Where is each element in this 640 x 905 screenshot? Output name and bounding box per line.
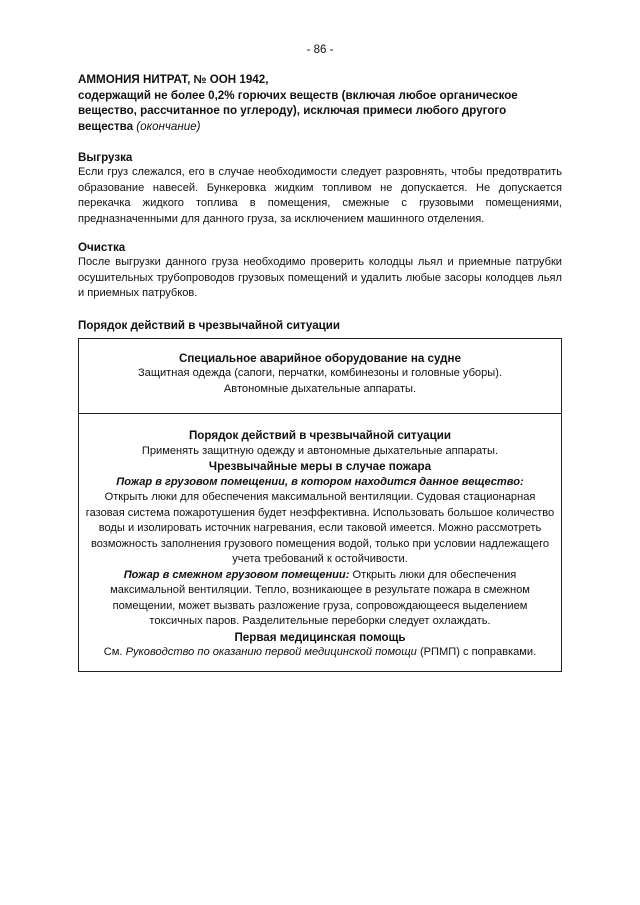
- emergency-section: [78, 318, 562, 672]
- fire-adjacent-paragraph: [85, 568, 555, 630]
- first-aid-prefix: См.: [103, 646, 123, 658]
- cleaning-text: После выгрузки данного груза необходимо проверить колодцы льял и приемные патрубки осушительных трубопроводов грузовых помещений и удалить любые засоры колодцев льял и приемных патрубков.: [78, 256, 562, 299]
- fire-adjacent-title: Пожар в смежном грузовом помещении:: [123, 568, 350, 581]
- first-aid-suffix: (РПМП) с поправками.: [419, 646, 537, 658]
- emergency-heading: Порядок действий в чрезвычайной ситуации: [78, 318, 341, 332]
- first-aid-guide: Руководство по оказанию первой медицинской помощи: [125, 646, 417, 658]
- document-title: [78, 72, 562, 134]
- page-number: - 86 -: [306, 44, 334, 56]
- title-description: содержащий не более 0,2% горючих веществ (включая любое органическое вещество, рассчитанное по углероду), исключая примеси любого другого вещества: [78, 88, 518, 133]
- unloading-section: [78, 150, 562, 227]
- fire-cargo-space-label: Пожар в грузовом помещении, в котором находится данное вещество:: [116, 475, 524, 488]
- cleaning-heading: Очистка: [78, 241, 126, 254]
- unloading-text: Если груз слежался, его в случае необходимости следует разровнять, чтобы предотвратить образование навесей. Бункеровка жидким топливом не допускается. Не допускается перекачка жидкого топлива в помещения, смежные с грузовыми помещениями, предназначенными для данного груза, за исключением машинного отделения.: [78, 166, 562, 225]
- procedures-text: Применять защитную одежду и автономные дыхательные аппараты.: [141, 444, 499, 457]
- unloading-heading: Выгрузка: [78, 151, 133, 164]
- fire-cargo-space-text: Открыть люки для обеспечения максимальной вентиляции. Судовая стационарная газовая система пожаротушения будет неэффективна. Использовать большое количество воды и изолировать источник нагревания, если таковой имеется. Можно рассмотреть возможность заполнения грузового помещения водой, только при условии надлежащего учета требований к остойчивости.: [85, 491, 555, 565]
- fire-cargo-space-title: [85, 475, 555, 491]
- procedures-heading: Порядок действий в чрезвычайной ситуации: [188, 429, 452, 442]
- page-content: [78, 72, 562, 672]
- procedures-block: [79, 414, 561, 671]
- equipment-heading: Специальное аварийное оборудование на судне: [179, 351, 461, 365]
- emergency-box: [78, 338, 562, 672]
- fire-adjacent-text: Открыть люки для обеспечения максимальной вентиляции. Тепло, возникающее в результате пожара в смежном помещении, может вызвать разложение груза, сопровождающееся выделением токсичных паров. Разделительные переборки следует охлаждать.: [110, 568, 530, 627]
- cleaning-section: [78, 240, 562, 302]
- equipment-line-1: Защитная одежда (сапоги, перчатки, комбинезоны и головные уборы).: [137, 367, 503, 379]
- title-line-2: [78, 88, 562, 135]
- fire-heading: Чрезвычайные меры в случае пожара: [208, 460, 432, 473]
- equipment-block: [79, 339, 561, 415]
- first-aid-heading: Первая медицинская помощь: [234, 630, 406, 644]
- title-line-1: АММОНИЯ НИТРАТ, № ООН 1942,: [78, 73, 269, 86]
- title-suffix: (окончание): [136, 119, 201, 133]
- first-aid-text: [85, 645, 555, 661]
- equipment-line-2: Автономные дыхательные аппараты.: [223, 382, 417, 395]
